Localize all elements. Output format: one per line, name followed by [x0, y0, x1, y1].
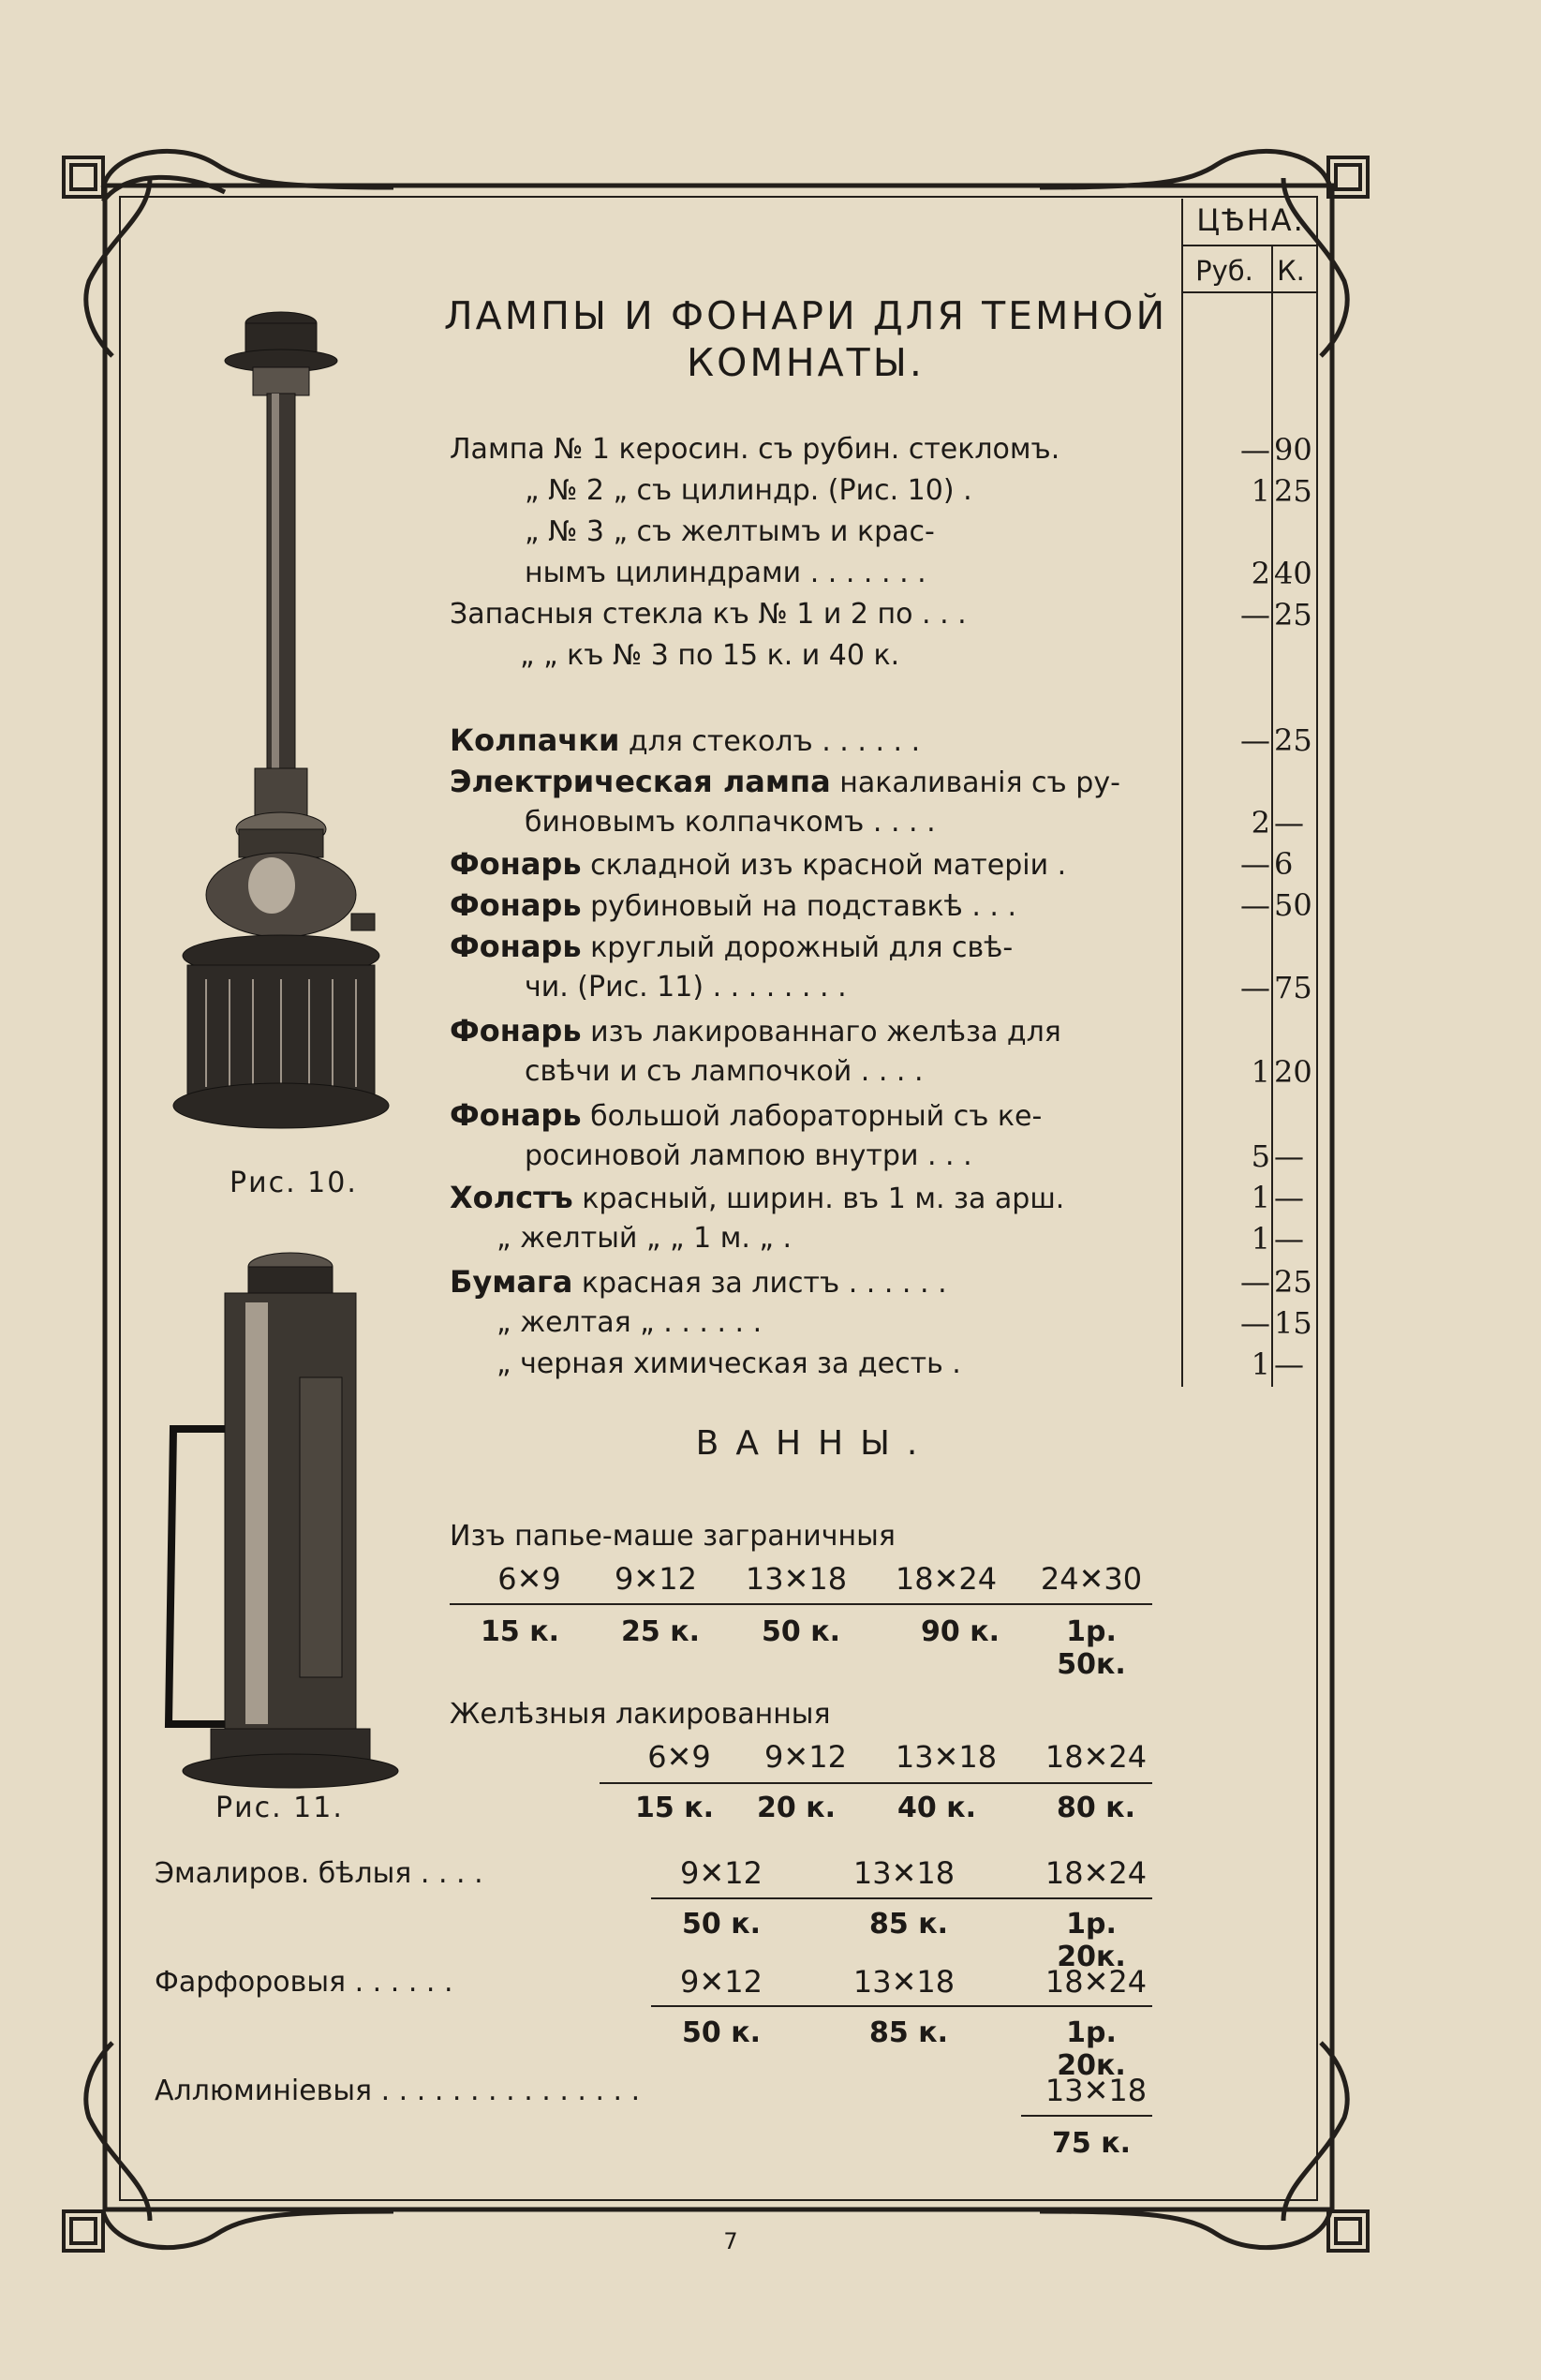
item-row: биновымъ колпачкомъ . . . . — [525, 806, 936, 839]
kop-value: 50 — [1274, 887, 1312, 923]
title-line-2: КОМНАТЫ. — [687, 340, 925, 385]
item-row: Фонарь изъ лакированнаго желѣза для — [450, 1013, 1061, 1049]
bath-price: 1р. 20к. — [1057, 1908, 1126, 1973]
kop-value: — — [1274, 1221, 1304, 1257]
item-row: Электрическая лампа накаливанія съ ру- — [450, 764, 1120, 799]
bath-price: 50 к. — [762, 1615, 840, 1648]
kop-label: К. — [1277, 255, 1305, 287]
bath-size: 18✕24 — [1045, 1855, 1148, 1891]
rub-value: 1 — [1251, 1180, 1270, 1215]
rub-label: Руб. — [1195, 255, 1253, 287]
kop-value: 25 — [1274, 1264, 1312, 1300]
rub-value: 1 — [1251, 1221, 1270, 1257]
kop-value: 20 — [1274, 1054, 1312, 1090]
item-row: росиновой лампою внутри . . . — [525, 1139, 972, 1172]
lamp-row: „ „ къ № 3 по 15 к. и 40 к. — [520, 639, 900, 672]
item-row: Фонарь круглый дорожный для свѣ- — [450, 929, 1014, 964]
bath-price: 15 к. — [635, 1792, 714, 1824]
bath-title: Изъ папье-маше заграничныя — [450, 1520, 896, 1553]
item-row: Холстъ красный, ширин. въ 1 м. за арш. — [450, 1180, 1065, 1215]
rub-value: 1 — [1251, 473, 1270, 509]
rub-value: 2 — [1251, 556, 1270, 591]
page-title — [431, 292, 1180, 386]
bath-size: 18✕24 — [1045, 1739, 1148, 1775]
rub-value: — — [1240, 1305, 1270, 1341]
lamp-row: Лампа № 1 керосин. съ рубин. стекломъ. — [450, 433, 1060, 466]
rub-value: 1 — [1251, 1346, 1270, 1382]
bath-price: 90 к. — [921, 1615, 1000, 1648]
page-number: 7 — [723, 2228, 738, 2254]
item-row: Фонарь рубиновый на подставкѣ . . . — [450, 887, 1017, 923]
bath-price: 1р. 20к. — [1057, 2016, 1126, 2082]
kop-value: — — [1274, 805, 1304, 840]
bath-size: 9✕12 — [615, 1561, 697, 1597]
bath-price: 25 к. — [621, 1615, 700, 1648]
kop-value: 90 — [1274, 432, 1312, 468]
item-row: чи. (Рис. 11) . . . . . . . . — [525, 971, 847, 1004]
kop-value: 15 — [1274, 1305, 1312, 1341]
item-row: Фонарь складной изъ красной матеріи . — [450, 846, 1067, 882]
bath-price: 15 к. — [481, 1615, 559, 1648]
bath-price: 80 к. — [1057, 1792, 1135, 1824]
lamp-row: нымъ цилиндрами . . . . . . . — [525, 557, 926, 589]
bath-size: 13✕18 — [745, 1561, 848, 1597]
item-row: Бумага красная за листъ . . . . . . — [450, 1264, 947, 1300]
bath-price: 85 к. — [869, 1908, 948, 1941]
kop-value: 25 — [1274, 597, 1312, 632]
bath-size: 6✕9 — [647, 1739, 711, 1775]
title-line-1: ЛАМПЫ И ФОНАРИ ДЛЯ ТЕМНОЙ — [443, 293, 1168, 338]
lamp-row: „ № 3 „ съ желтымъ и крас- — [525, 515, 935, 548]
rub-value: 1 — [1251, 1054, 1270, 1090]
lamp-row: „ № 2 „ съ цилиндр. (Рис. 10) . — [525, 474, 972, 507]
rub-value: — — [1240, 432, 1270, 468]
kop-value: — — [1274, 1346, 1304, 1382]
rub-value: 5 — [1251, 1138, 1270, 1174]
rub-value: — — [1240, 722, 1270, 758]
lamp-row: Запасныя стекла къ № 1 и 2 по . . . — [450, 598, 967, 631]
bath-price: 50 к. — [682, 2016, 761, 2049]
rub-value: — — [1240, 1264, 1270, 1300]
bath-price: 40 к. — [897, 1792, 976, 1824]
lamp-illustration-fig10 — [173, 312, 389, 1128]
price-column-header — [1182, 199, 1319, 294]
kop-value: 25 — [1274, 722, 1312, 758]
bath-price: 75 к. — [1052, 2127, 1131, 2160]
bath-price: 50 к. — [682, 1908, 761, 1941]
bath-price: 1р. 50к. — [1057, 1615, 1126, 1681]
kop-value: 40 — [1274, 556, 1312, 591]
rub-value: — — [1240, 970, 1270, 1005]
bath-size: 24✕30 — [1040, 1561, 1143, 1597]
item-row: „ желтый „ „ 1 м. „ . — [496, 1222, 793, 1255]
bath-size: 18✕24 — [895, 1561, 998, 1597]
bath-title: Фарфоровыя . . . . . . — [155, 1966, 453, 1999]
kop-value: 25 — [1274, 473, 1312, 509]
bath-title: Аллюминіевыя . . . . . . . . . . . . . . . — [155, 2075, 641, 2107]
bath-size: 13✕18 — [1045, 2073, 1148, 2108]
bath-size: 18✕24 — [1045, 1964, 1148, 2000]
rub-value: — — [1240, 597, 1270, 632]
bath-size: 9✕12 — [680, 1855, 763, 1891]
bath-size: 13✕18 — [895, 1739, 998, 1775]
item-row: свѣчи и съ лампочкой . . . . — [525, 1055, 924, 1088]
bath-size: 13✕18 — [852, 1855, 956, 1891]
item-row: „ желтая „ . . . . . . — [496, 1306, 763, 1339]
bath-title: Желѣзныя лакированныя — [450, 1698, 831, 1731]
item-row: Колпачки для стеколъ . . . . . . — [450, 722, 921, 758]
bath-size: 13✕18 — [852, 1964, 956, 2000]
bath-price: 85 к. — [869, 2016, 948, 2049]
kop-value: — — [1274, 1180, 1304, 1215]
bath-size: 6✕9 — [497, 1561, 561, 1597]
figure-caption-10: Рис. 10. — [230, 1167, 358, 1199]
rub-value: — — [1240, 846, 1270, 882]
figure-caption-11: Рис. 11. — [215, 1792, 344, 1824]
bath-size: 9✕12 — [680, 1964, 763, 2000]
bath-size: 9✕12 — [764, 1739, 847, 1775]
bath-title: Эмалиров. бѣлыя . . . . — [155, 1857, 483, 1890]
bath-price: 20 к. — [757, 1792, 836, 1824]
rub-value: 2 — [1251, 805, 1270, 840]
baths-heading: ВАННЫ. — [695, 1424, 935, 1463]
item-row: Фонарь большой лабораторный съ ке- — [450, 1097, 1043, 1133]
lantern-illustration-fig11 — [169, 1253, 398, 1788]
rub-value: — — [1240, 887, 1270, 923]
kop-value: 6 — [1274, 846, 1294, 882]
kop-value: — — [1274, 1138, 1304, 1174]
item-row: „ черная химическая за десть . — [496, 1347, 961, 1380]
kop-value: 75 — [1274, 970, 1312, 1005]
price-label: ЦѢНА. — [1196, 202, 1305, 238]
